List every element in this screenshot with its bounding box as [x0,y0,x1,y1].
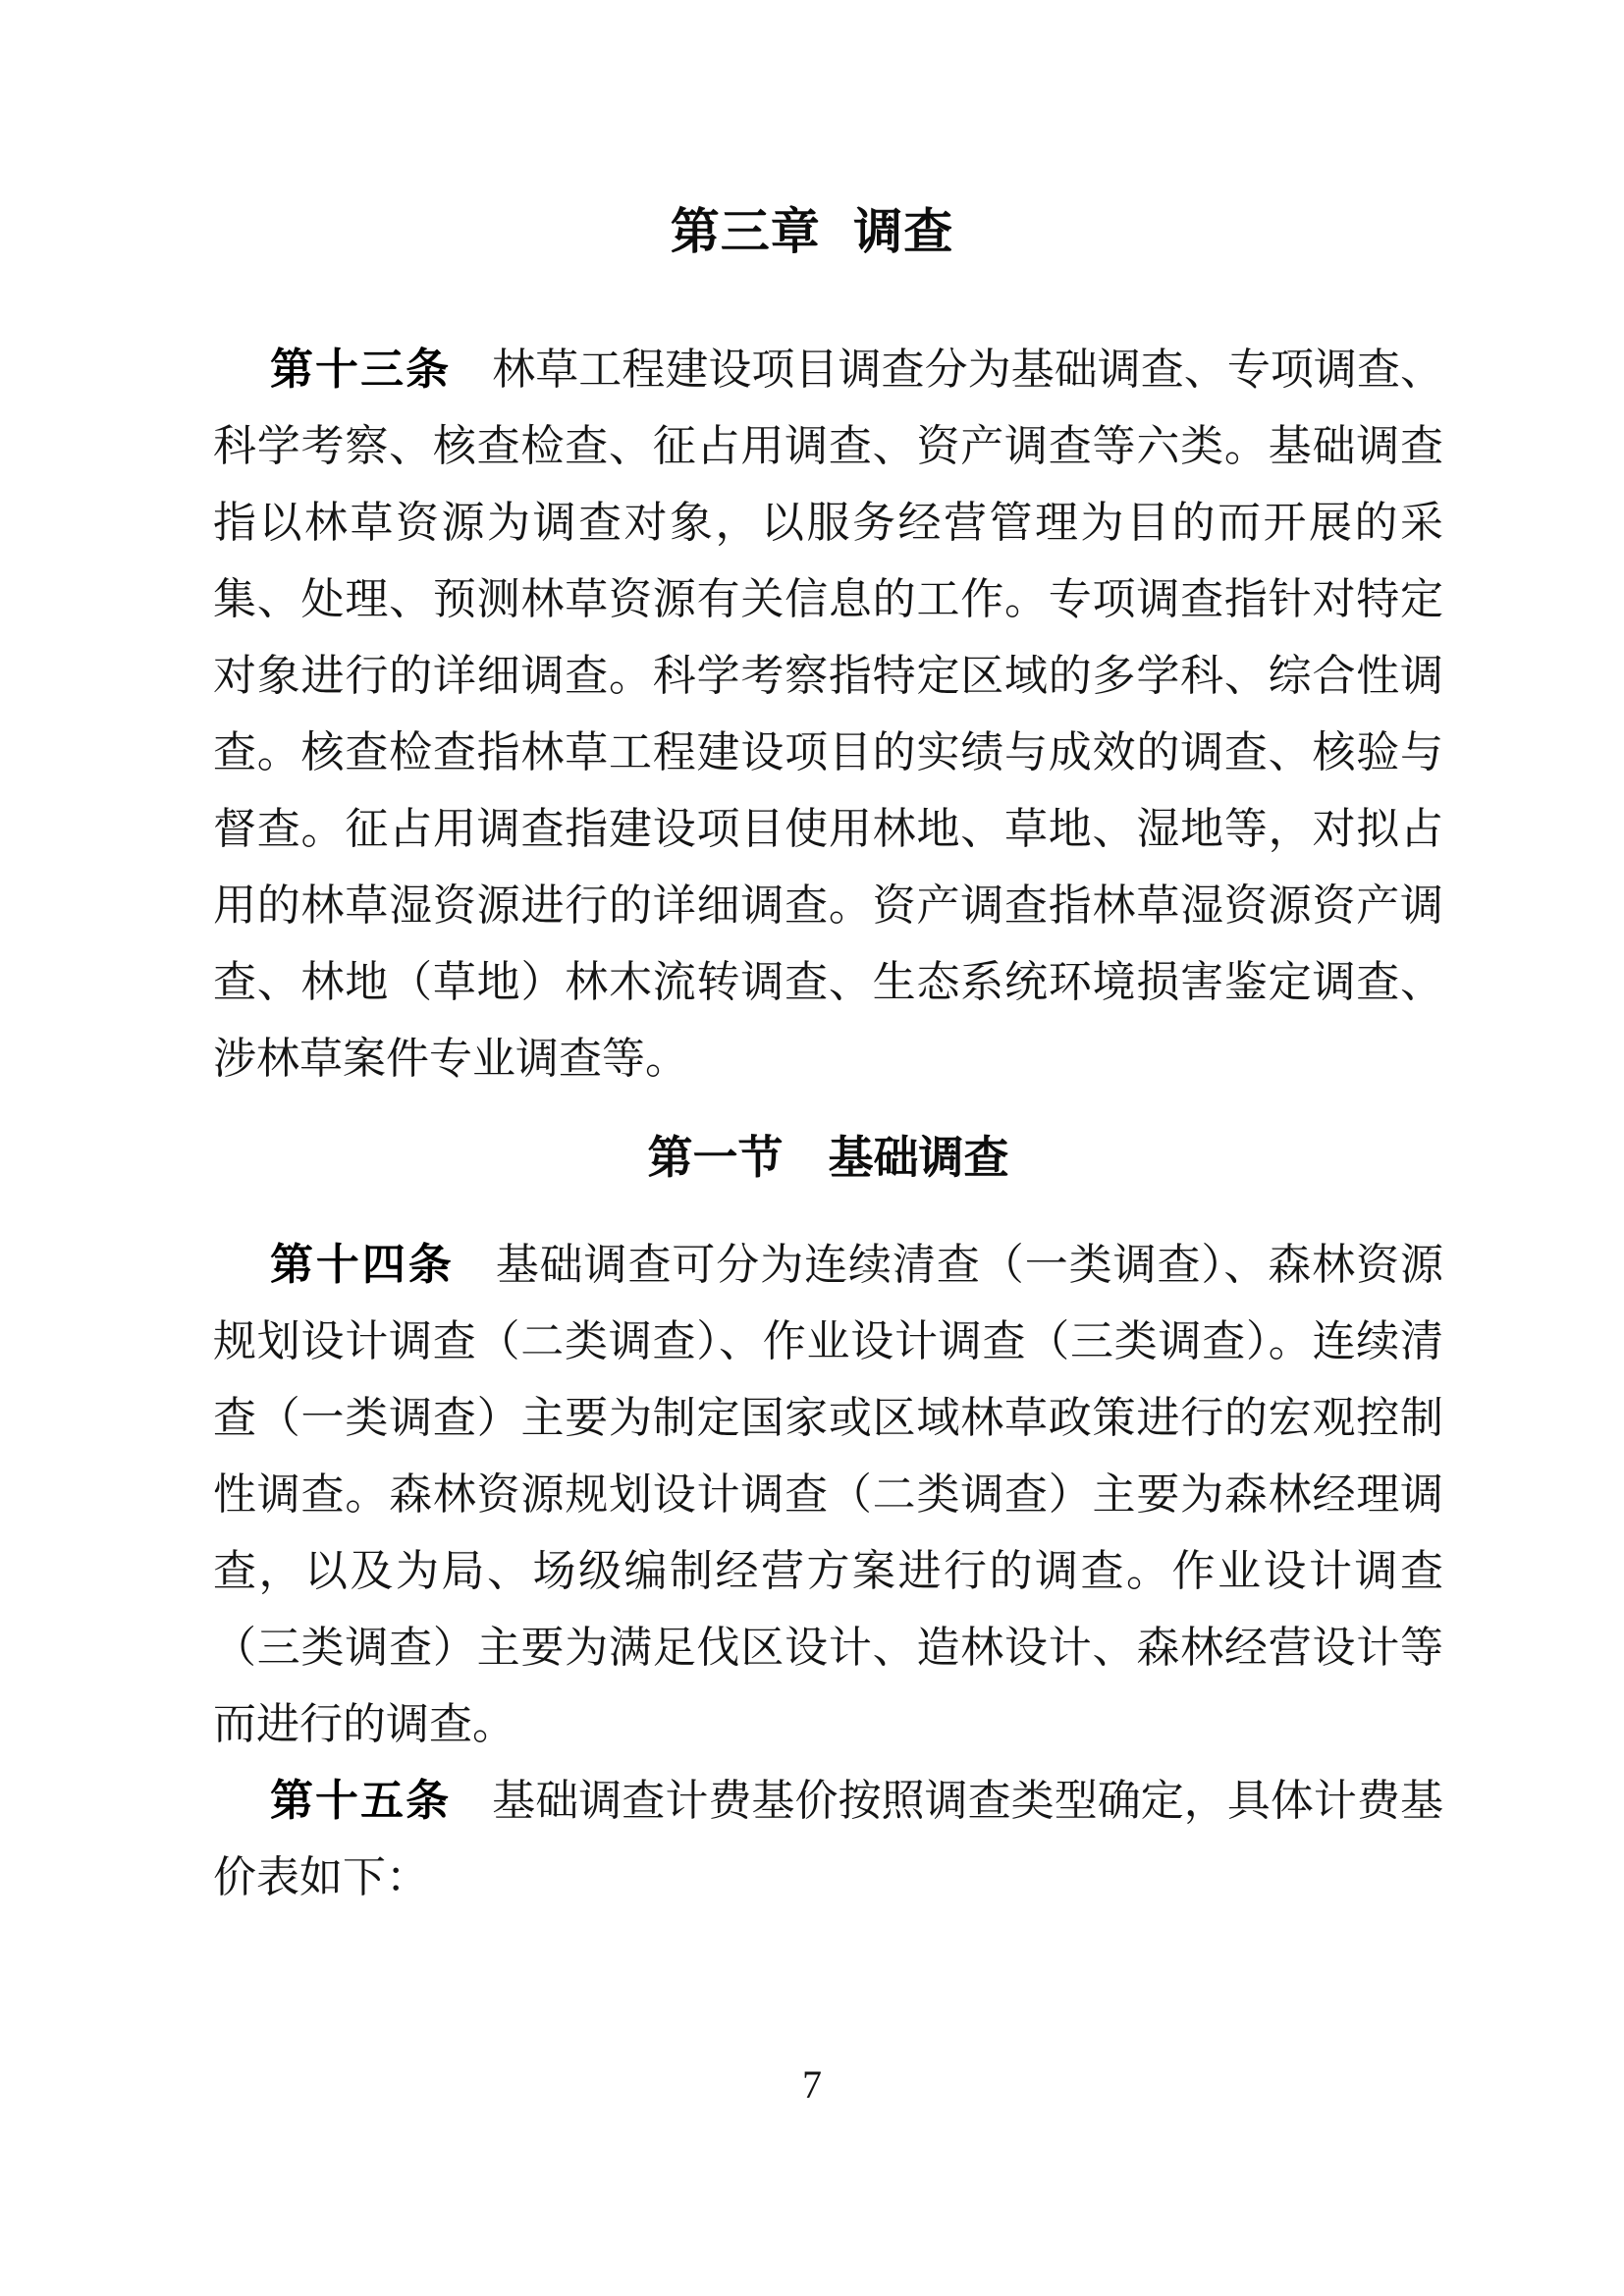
article-13-paragraph [213,332,1443,1097]
article-14-paragraph [213,1227,1443,1763]
document-body [213,332,1443,1916]
article-13-label: 第十三条 [270,346,452,394]
article-15-text: 基础调查计费基价按照调查类型确定，具体计费基价表如下： [213,1777,1444,1901]
article-15-label: 第十五条 [270,1777,452,1825]
article-14-label: 第十四条 [270,1241,455,1289]
article-13-text: 林草工程建设项目调查分为基础调查、专项调查、科学考察、核查检查、征占用调查、资产调查等六类。基础调查指以林草资源为调查对象，以服务经营管理为目的而开展的采集、处理、预测林草资源有关信息的工作。专项调查指针对特定对象进行的详细调查。科学考察指特定区域的多学科、综合性调查。核查检查指林草工程建设项目的实绩与成效的调查、核验与督查。征占用调查指建设项目使用林地、草地、湿地等，对拟占用的林草湿资源进行的详细调查。资产调查指林草湿资源资产调查、林地（草地）林木流转调查、生态系统环境损害鉴定调查、涉林草案件专业调查等。 [213,346,1444,1083]
chapter-title: 第三章 调查 [670,204,954,259]
section-1-heading: 第一节 基础调查 [647,1133,1009,1183]
page-number: 7 [802,2062,822,2107]
article-15-paragraph [213,1763,1443,1916]
article-14-text: 基础调查可分为连续清查（一类调查）、森林资源规划设计调查（二类调查）、作业设计调查（三类调查）。连续清查（一类调查）主要为制定国家或区域林草政策进行的宏观控制性调查。森林资源规划设计调查（二类调查）主要为森林经理调查，以及为局、场级编制经营方案进行的调查。作业设计调查（三类调查）主要为满足伐区设计、造林设计、森林经营设计等而进行的调查。 [213,1241,1444,1748]
